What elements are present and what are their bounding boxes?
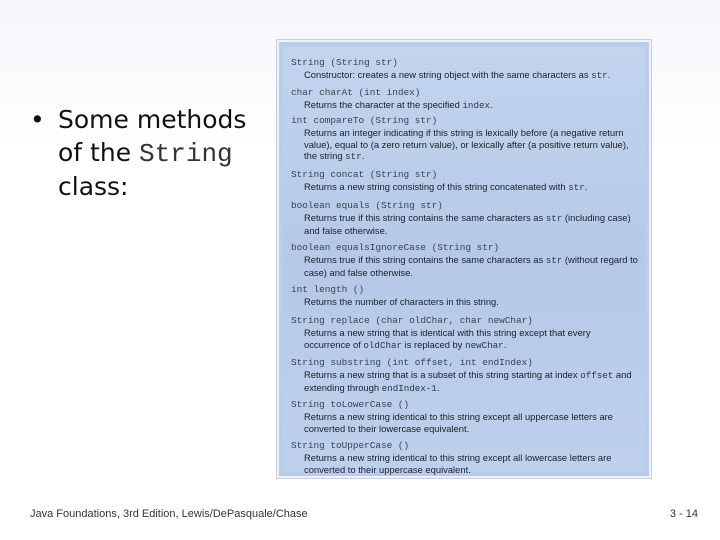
method-signature: boolean equalsIgnoreCase (String str) (291, 242, 500, 253)
bullet-line-2-prefix: of the (58, 137, 140, 167)
method-signature: char charAt (int index) (291, 87, 421, 98)
method-entry (291, 200, 639, 236)
inline-code: str (345, 151, 362, 162)
description-text: Returns true if this string contains the same characters as (304, 254, 546, 265)
method-entry (291, 440, 639, 475)
method-signature: String toUpperCase () (291, 440, 410, 451)
description-text: Returns a new string that is identical with this string except that every occurrence of (304, 327, 591, 350)
method-description (291, 296, 639, 308)
method-description (291, 411, 639, 434)
description-text: Returns a new string that is a subset of this string starting at index (304, 369, 581, 380)
description-text: . (607, 69, 611, 80)
footer-citation: Java Foundations, 3rd Edition, Lewis/DePasquale/Chase (30, 508, 308, 520)
inline-code: str (545, 213, 563, 224)
description-text: . (584, 181, 588, 192)
method-signature: String concat (String str) (291, 169, 438, 180)
method-signature: String (String str) (291, 57, 398, 68)
method-entry (291, 115, 639, 163)
description-text: Returns an integer indicating if this string is lexically before (a negative return value), equal to (a zero return value), or lexically after (a positive return value), the string (304, 127, 629, 161)
description-text: . (490, 99, 493, 110)
method-description (291, 181, 639, 194)
method-entry (291, 357, 639, 394)
inline-code: oldChar (363, 339, 403, 351)
description-text: is replaced by (402, 338, 466, 350)
inline-code: newChar (465, 339, 504, 351)
description-text: Returns a new string consisting of this string concatenated with (304, 181, 569, 192)
method-description (291, 369, 639, 394)
method-description (291, 127, 639, 163)
bullet-marker: • (30, 105, 45, 134)
description-text: Returns a new string identical to this string except all uppercase letters are converted to their lowercase equivalent. (304, 411, 614, 434)
method-signature: String substring (int offset, int endIndex) (291, 357, 533, 368)
inline-code: str (545, 255, 563, 266)
description-text: . (436, 381, 440, 393)
method-description (291, 69, 639, 82)
description-text: (including case) and false otherwise. (304, 212, 631, 236)
method-description (291, 99, 639, 112)
description-text: and extending through (304, 369, 632, 393)
inline-code: str (568, 182, 585, 193)
description-text: Returns the number of characters in this string. (304, 296, 499, 307)
inline-code: index (462, 100, 490, 111)
slide-number: 3 - 14 (669, 508, 698, 520)
method-entry (291, 169, 639, 194)
bullet-line-3: class: (58, 172, 129, 202)
method-description (291, 212, 639, 236)
bullet-line-2-code: String (139, 138, 233, 169)
description-text: . (503, 338, 507, 350)
description-text: . (361, 150, 365, 161)
bullet-text (30, 104, 270, 204)
inline-code: endIndex-1 (381, 382, 437, 394)
method-signature: boolean equals (String str) (291, 200, 443, 211)
method-entry (291, 242, 639, 278)
bullet-point (30, 104, 270, 204)
method-signature: String replace (char oldChar, char newChar) (291, 315, 533, 326)
description-text: Returns true if this string contains the same characters as (304, 212, 546, 223)
string-methods-panel (277, 40, 651, 478)
method-entry (291, 57, 639, 82)
method-signature: int length () (291, 284, 365, 295)
method-description (291, 254, 639, 278)
method-entry (291, 284, 639, 308)
inline-code: offset (580, 370, 614, 381)
method-entry (291, 87, 639, 112)
method-entry (291, 315, 639, 351)
method-entry (291, 399, 639, 434)
method-description (291, 327, 639, 351)
methods-list (283, 47, 645, 475)
bullet-line-1: Some methods (58, 105, 247, 134)
description-text: Constructor: creates a new string object with the same characters as (304, 69, 592, 80)
method-description (291, 452, 639, 475)
method-signature: String toLowerCase () (291, 399, 410, 410)
description-text: Returns the character at the specified (304, 99, 463, 110)
description-text: (without regard to case) and false otherwise. (304, 254, 638, 278)
inline-code: str (591, 70, 608, 81)
method-signature: int compareTo (String str) (291, 115, 438, 126)
description-text: Returns a new string identical to this string except all lowercase letters are converted to their uppercase equivalent. (304, 452, 612, 475)
